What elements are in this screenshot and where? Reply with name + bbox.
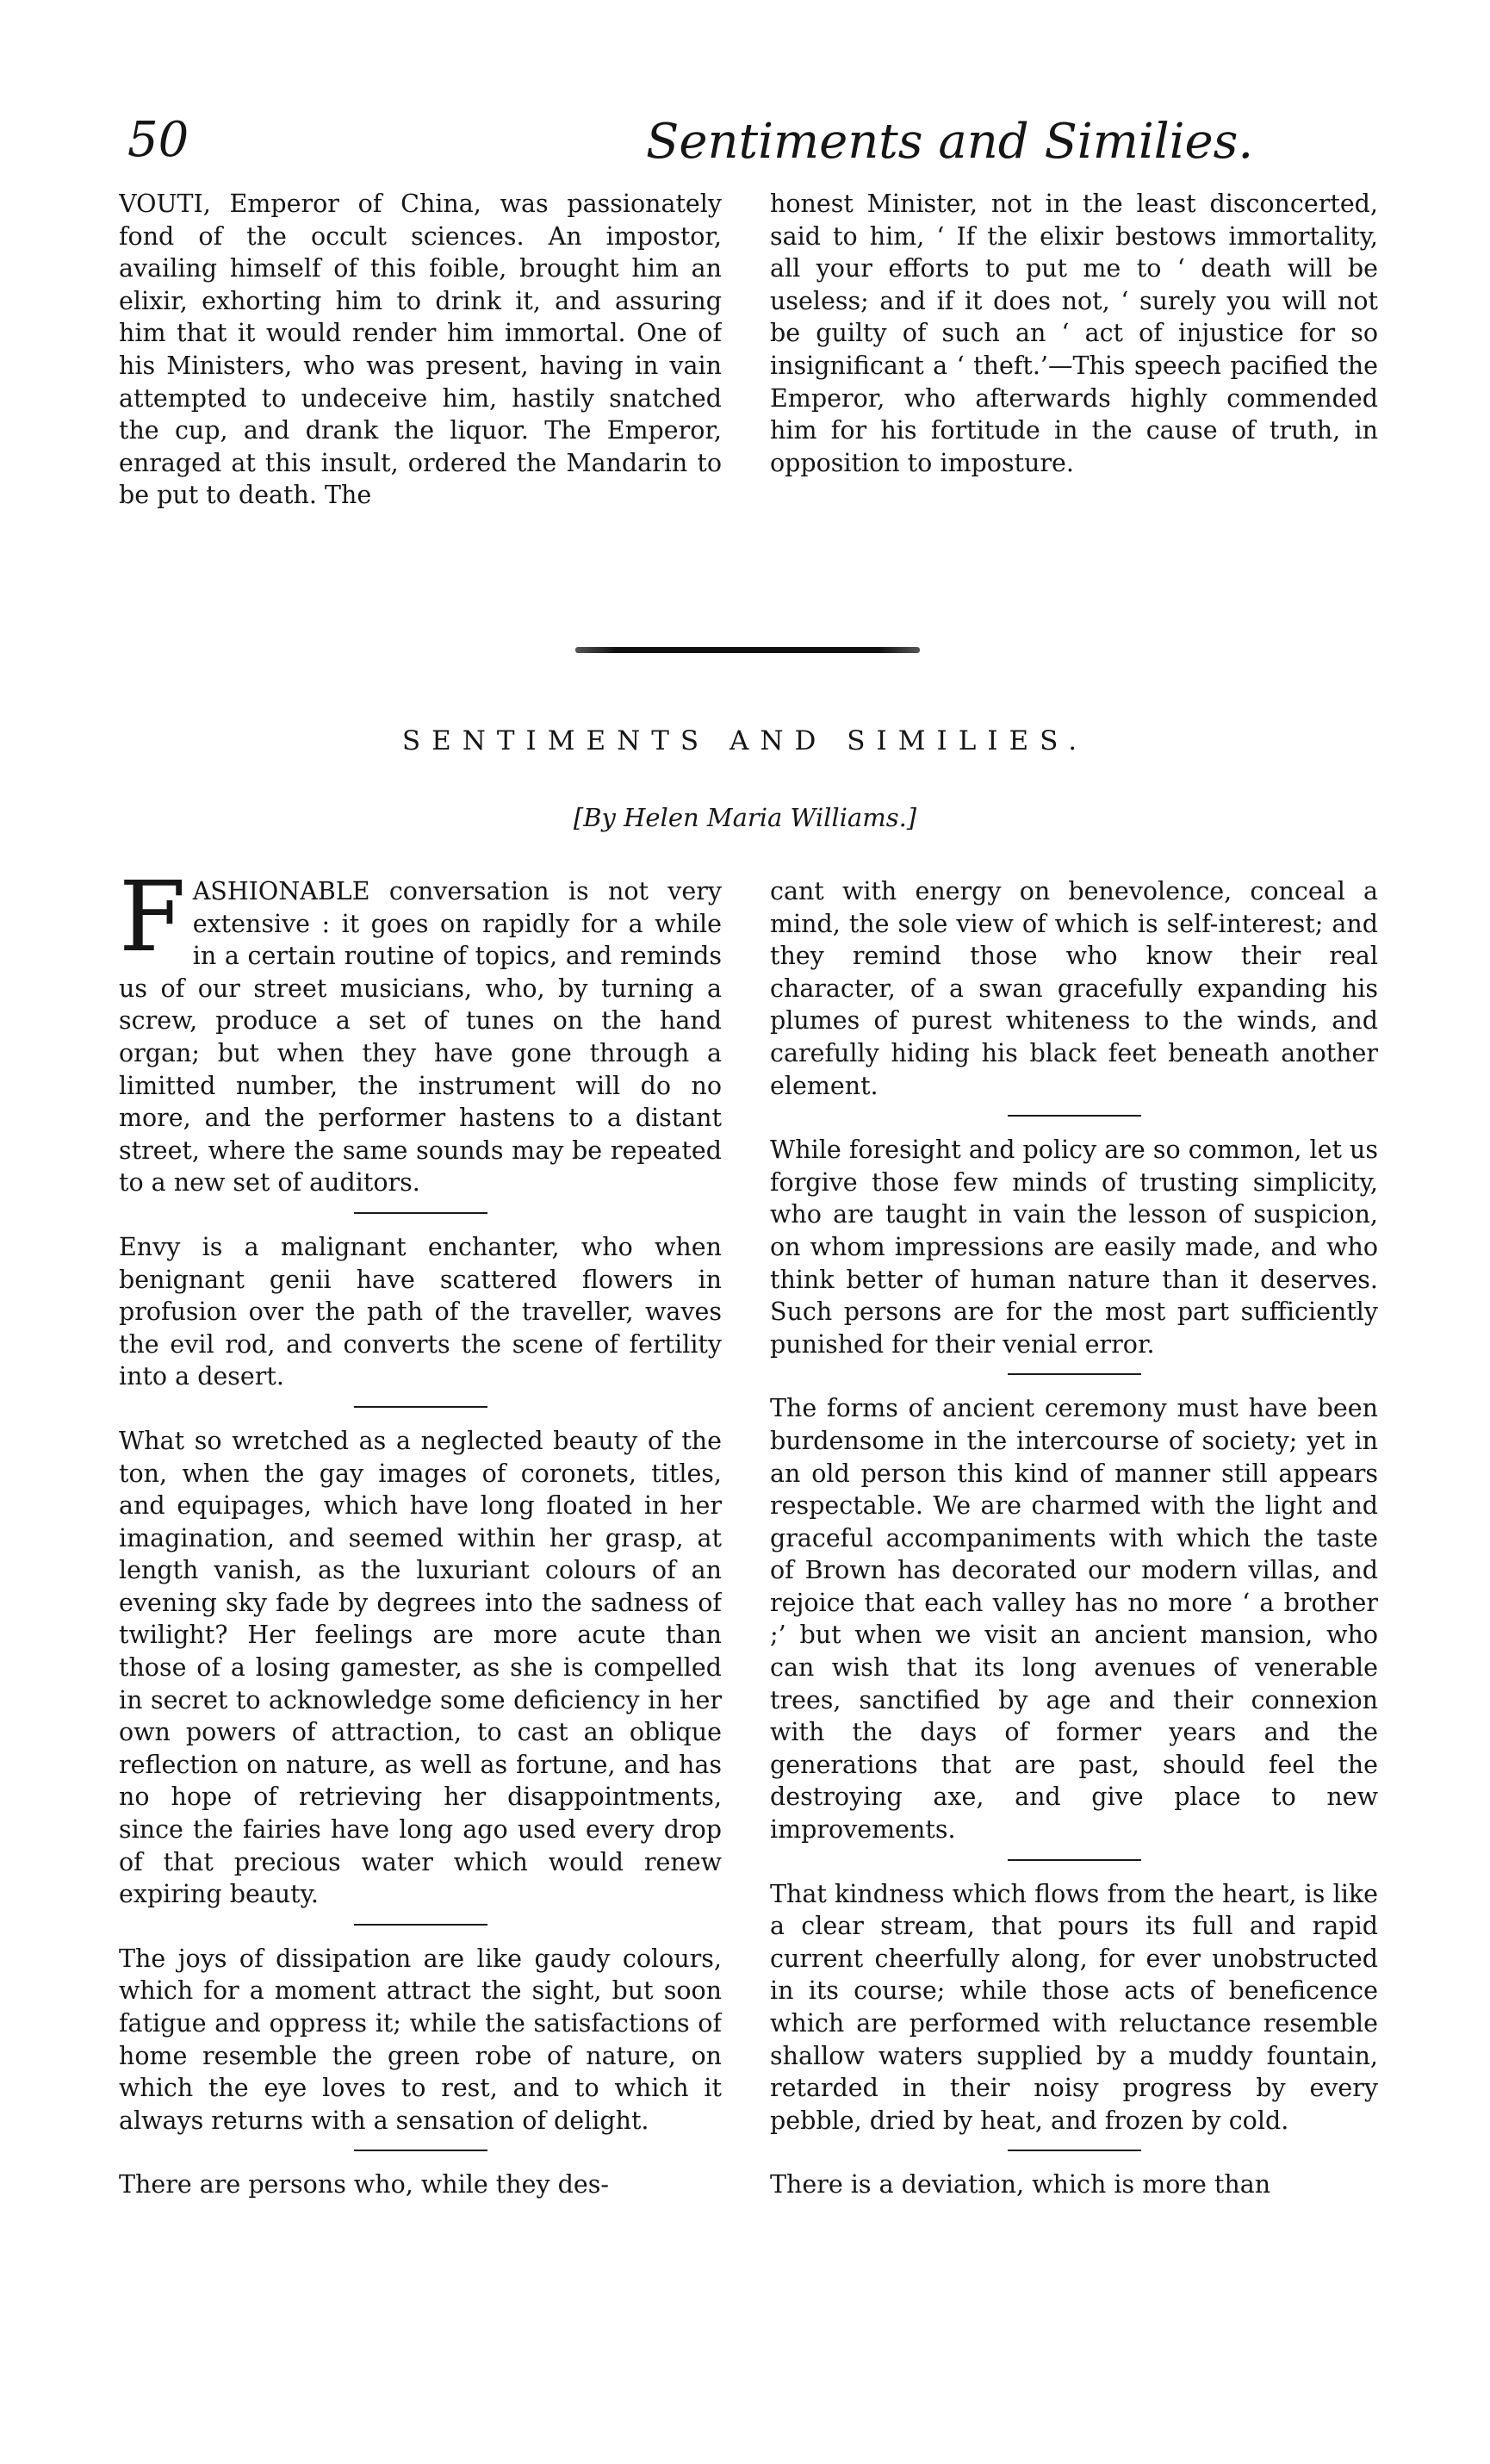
anecdote-text-right: honest Minister, not in the least disconcerted, said to him, ‘ If the elixir bestows immortality, all your efforts to put me to ‘ death will be useless; and if it does not, ‘ surely you will not be guilty of such an ‘ act of injustice for so insignificant a ‘ theft.’—This speech pacified the Emperor, who afterwards highly commended him for his fortitude in the cause of truth, in opposition to imposture. bbox=[770, 190, 1378, 477]
paragraph: While foresight and policy are so common, let us forgive those few minds of trusting simplicity, who are taught in vain the lesson of suspicion, on whom impressions are easily made, and who think better of human nature than it deserves. Such persons are for the most part sufficiently punished for their venial error. bbox=[770, 1136, 1378, 1359]
paragraph: That kindness which flows from the heart, is like a clear stream, that pours its full and rapid current cheerfully along, for ever unobstructed in its course; while those acts of beneficence which are performed with reluctance resemble shallow waters supplied by a muddy fountain, retarded in their noisy progress by every pebble, dried by heat, and frozen by cold. bbox=[770, 1879, 1378, 2135]
paragraph-divider bbox=[1008, 2150, 1141, 2151]
paragraph: The joys of dissipation are like gaudy colours, which for a moment attract the sight, but soon fatigue and oppress it; while the satisfactions of home resemble the green robe of nature, on which the eye loves to rest, and to which it always returns with a sensation of delight. bbox=[119, 1944, 722, 2135]
paragraph: What so wretched as a neglected beauty of the ton, when the gay images of coronets, titles, and equipages, which have long floated in her imagination, and seemed within her grasp, at length vanish, as the luxuriant colours of an evening sky fade by degrees into the sadness of twilight? Her feelings are more acute than those of a losing gamester, as she is compelled in secret to acknowledge some deficiency in her own powers of attraction, to cast an oblique reflection on nature, as well as fortune, and has no hope of retrieving her disappointments, since the fairies have long ago used every drop of that precious water which would renew expiring beauty. bbox=[119, 1426, 722, 1909]
article-byline: [By Helen Maria Williams.] bbox=[573, 803, 917, 832]
anecdote-right-column bbox=[770, 188, 1378, 584]
anecdote-text-left: VOUTI, Emperor of China, was passionately fond of the occult sciences. An impostor, availing himself of this foible, brought him an elixir, exhorting him to drink it, and assuring him that it would render him immortal. One of his Ministers, who was present, having in vain attempted to undeceive him, hastily snatched the cup, and drank the liquor. The Emperor, enraged at this insult, ordered the Mandarin to be put to death. The bbox=[119, 190, 722, 510]
anecdote-left-column bbox=[119, 188, 722, 584]
paragraph bbox=[119, 875, 722, 1199]
paragraph: Envy is a malignant enchanter, who when benignant genii have scattered flowers in profusion over the path of the traveller, waves the evil rod, and converts the scene of fertility into a desert. bbox=[119, 1232, 722, 1391]
page-number: 50 bbox=[127, 112, 189, 168]
paragraph: There are persons who, while they des- bbox=[119, 2170, 610, 2200]
paragraph-divider bbox=[354, 1212, 487, 1214]
running-title: Sentiments and Similies. bbox=[646, 114, 1254, 170]
paragraph-text: ASHIONABLE conversation is not very extensive : it goes on rapidly for a while in a certain routine of topics, and reminds us of our street musicians, who, by turning a screw, produce a set of tunes on the hand organ; but when they have gone through a limitted number, the instrument will do no more, and the performer hastens to a distant street, where the same sounds may be repeated to a new set of auditors. bbox=[119, 877, 722, 1198]
drop-cap: F bbox=[119, 875, 186, 974]
running-head bbox=[121, 96, 1369, 174]
paragraph-divider bbox=[1008, 1859, 1141, 1861]
section-divider bbox=[575, 647, 920, 653]
paragraph-divider bbox=[354, 1406, 487, 1408]
paragraph-divider bbox=[1008, 1373, 1141, 1375]
paragraph: There is a deviation, which is more than bbox=[770, 2170, 1271, 2200]
paragraph-divider bbox=[354, 1924, 487, 1926]
article-right-column bbox=[770, 875, 1378, 2461]
paragraph: The forms of ancient ceremony must have been burdensome in the intercourse of society; yet in an old person this kind of manner still appears respectable. We are charmed with the light and graceful accompaniments with which the taste of Brown has decorated our modern villas, and rejoice that each valley has no more ‘ a brother ;’ but when we visit an ancient mansion, who can wish that its long avenues of venerable trees, sanctified by age and their connexion with the days of former years and the generations that are past, should feel the destroying axe, and give place to new improvements. bbox=[770, 1394, 1378, 1845]
article-heading: SENTIMENTS AND SIMILIES. bbox=[401, 725, 1089, 756]
paragraph-divider bbox=[1008, 1115, 1141, 1117]
paragraph: cant with energy on benevolence, conceal a mind, the sole view of which is self-interest; and they remind those who know their real character, of a swan gracefully expanding his plumes of purest whiteness to the winds, and carefully hiding his black feet beneath another element. bbox=[770, 877, 1378, 1100]
article-left-column bbox=[119, 875, 722, 2461]
paragraph-divider bbox=[354, 2150, 487, 2151]
